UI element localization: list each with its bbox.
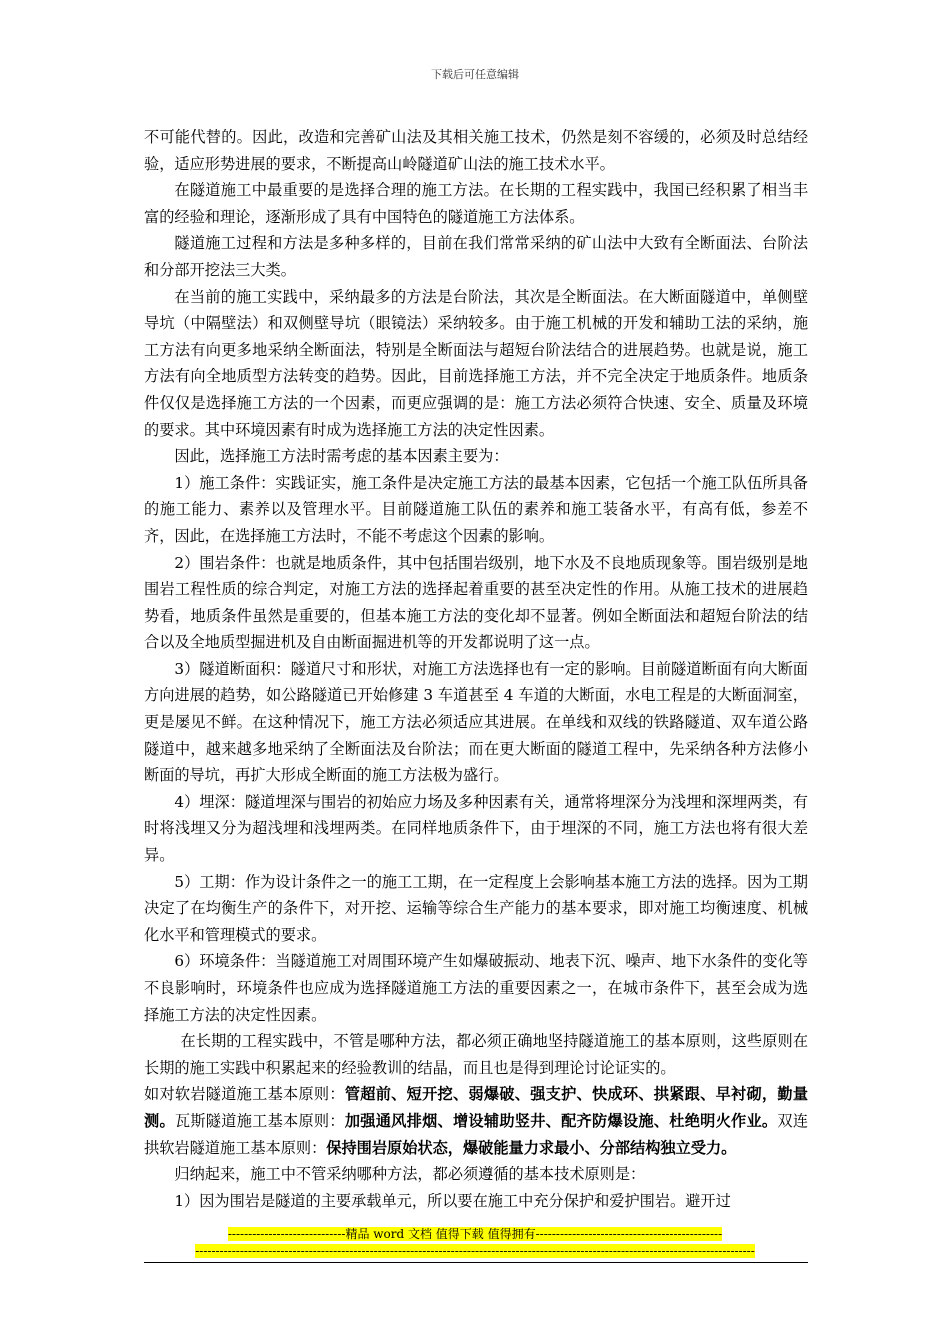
paragraph-continuation: 不可能代替的。因此，改造和完善矿山法及其相关施工技术，仍然是刻不容缓的，必须及时总结经验，适应形势进展的要求，不断提高山岭隧道矿山法的施工技术水平。 — [144, 128, 808, 173]
list-item-burial-depth: 4）埋深：隧道埋深与围岩的初始应力场及多种因素有关，通常将埋深分为浅埋和深埋两类，有时将浅埋又分为超浅埋和浅埋两类。在同样地质条件下，由于埋深的不同，施工方法也将有很大差异。 — [144, 792, 808, 865]
list-item-rock-conditions: 2）围岩条件：也就是地质条件，其中包括围岩级别，地下水及不良地质现象等。围岩级别是地围岩工程性质的综合判定，对施工方法的选择起着重要的甚至决定性的作用。从施工技术的进展趋势看，地质条件虽然是重要的，但基本施工方法的变化却不显著。例如全断面法和超短台阶法的结合以及全地质型掘进机及自由断面掘进机等的开发都说明了这一点。 — [144, 553, 808, 652]
gas-tunnel-label: 瓦斯隧道施工基本原则： — [174, 1111, 345, 1130]
list-item-schedule: 5）工期：作为设计条件之一的施工工期，在一定程度上会影响基本施工方法的选择。因为工期决定了在均衡生产的条件下，对开挖、运输等综合生产能力的基本要求，即对施工均衡速度、机械化水平和管理模式的要求。 — [144, 872, 808, 944]
paragraph: 隧道施工过程和方法是多种多样的，目前在我们常常采纳的矿山法中大致有全断面法、台阶法和分部开挖法三大类。 — [144, 234, 808, 279]
list-item-environment: 6）环境条件：当隧道施工对周围环境产生如爆破振动、地表下沉、噪声、地下水条件的变化等不良影响时，环境条件也应成为选择隧道施工方法的重要因素之一，在城市条件下，甚至会成为选择施工方法的决定性因素。 — [144, 952, 808, 1024]
soft-rock-label: 如对软岩隧道施工基本原则： — [144, 1085, 345, 1104]
paragraph: 在长期的工程实践中，不管是哪种方法，都必须正确地坚持隧道施工的基本原则，这些原则在长期的施工实践中积累起来的经验教训的结晶，而且也是得到理论讨论证实的。 — [144, 1032, 808, 1077]
page-header: 下载后可任意编辑 — [431, 68, 519, 81]
paragraph: 因此，选择施工方法时需考虑的基本因素主要为： — [174, 447, 509, 466]
list-item-cross-section: 3）隧道断面积：隧道尺寸和形状，对施工方法选择也有一定的影响。目前隧道断面有向大断面方向进展的趋势，如公路隧道已开始修建 3 车道甚至 4 车道的大断面，水电工程是的大断面洞室，更是屡见不鲜。在这种情况下，施工方法必须适应其进展。在单线和双线的铁路隧道、双车道公路隧道中，越来越多地采纳了全断面法及台阶法；而在更大断面的隧道工程中，先采纳各种方法修小断面的导坑，再扩大形成全断面的施工方法极为盛行。 — [144, 659, 808, 785]
footer-banner: -----------------------------精品 word 文档 值得下载 值得拥有---------------------------------------------- — [227, 1227, 723, 1241]
list-item-protect-rock: 1）因为围岩是隧道的主要承载单元，所以要在施工中充分保护和爱护围岩。避开过 — [174, 1191, 731, 1210]
double-arch-label: 双连拱软岩隧道施工基本原则： — [144, 1111, 809, 1157]
gas-tunnel-principles: 加强通风排烟、增设辅助竖井、配齐防爆设施、杜绝明火作业。 — [344, 1111, 778, 1130]
paragraph: 在隧道施工中最重要的是选择合理的施工方法。在长期的工程实践中，我国已经积累了相当丰富的经验和理论，逐渐形成了具有中国特色的隧道施工方法体系。 — [144, 181, 808, 226]
footer-divider — [144, 1262, 808, 1263]
page-footer — [0, 1226, 950, 1260]
paragraph: 在当前的施工实践中，采纳最多的方法是台阶法，其次是全断面法。在大断面隧道中，单侧壁导坑（中隔壁法）和双侧壁导坑（眼镜法）采纳较多。由于施工机械的开发和辅助工法的采纳，施工方法有向更多地采纳全断面法，特别是全断面法与超短台阶法结合的进展趋势。也就是说，施工方法有向全地质型方法转变的趋势。因此，目前选择施工方法，并不完全决定于地质条件。地质条件仅仅是选择施工方法的一个因素，而更应强调的是：施工方法必须符合快速、安全、质量及环境的要求。其中环境因素有时成为选择施工方法的决定性因素。 — [144, 287, 808, 439]
paragraph: 归纳起来，施工中不管采纳哪种方法，都必须遵循的基本技术原则是： — [174, 1165, 646, 1184]
double-arch-principles: 保持围岩原始状态，爆破能量力求最小、分部结构独立受力。 — [326, 1138, 737, 1157]
footer-dashes: ------------------------------------------------------------------------------------------------------------------------------------------ — [195, 1244, 755, 1258]
list-item-construction-conditions: 1）施工条件：实践证实，施工条件是决定施工方法的最基本因素，它包括一个施工队伍所具备的施工能力、素养以及管理水平。目前隧道施工队伍的素养和施工装备水平，有高有低，参差不齐，因此，在选择施工方法时，不能不考虑这个因素的影响。 — [144, 473, 808, 545]
soft-rock-principles: 管超前、短开挖、弱爆破、强支护、快成环、拱紧跟、早衬砌，勤量测。 — [144, 1085, 809, 1130]
principles-paragraph — [144, 1081, 808, 1161]
document-body — [144, 124, 808, 1214]
